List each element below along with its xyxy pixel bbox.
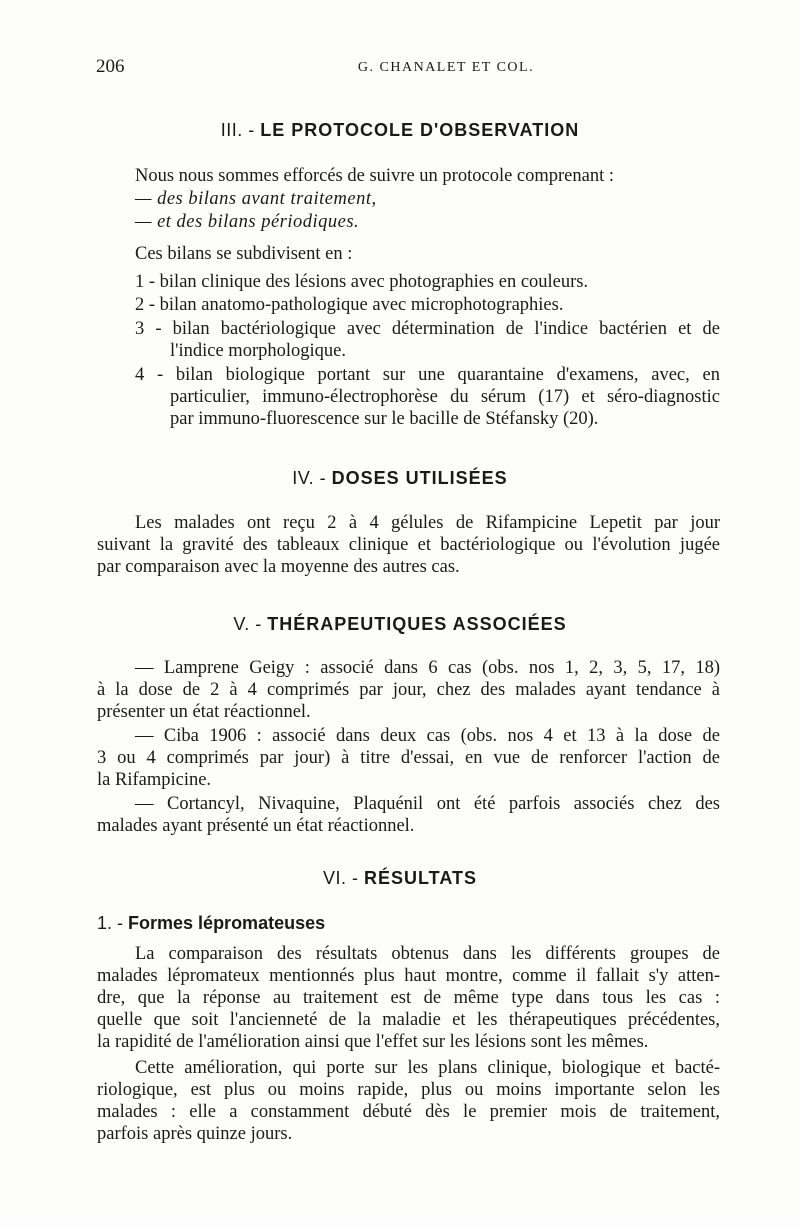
list-item-bilans-periodiques: — et des bilans périodiques. — [135, 212, 360, 232]
page-number: 206 — [96, 56, 125, 77]
section-title: RÉSULTATS — [364, 868, 478, 888]
paragraph-ciba-line3: la Rifampicine. — [97, 770, 212, 790]
paragraph-amelioration-line1: Cette amélioration, qui porte sur les plans clinique, biologique et bacté- — [135, 1058, 720, 1078]
paragraph-doses-line2: suivant la gravité des tableaux clinique et bactériologique ou l'évolution jugée — [97, 535, 720, 555]
paragraph-doses-line3: par comparaison avec la moyenne des autres cas. — [97, 557, 460, 577]
paragraph-lamprene-line3: présenter un état réactionnel. — [97, 702, 311, 722]
subsection-title: Formes lépromateuses — [128, 913, 326, 933]
subsection-number: 1. - — [97, 913, 124, 933]
paragraph-ciba-line1: — Ciba 1906 : associé dans deux cas (obs. nos 4 et 13 à la dose de — [135, 726, 720, 746]
paragraph-lamprene-line2: à la dose de 2 à 4 comprimés par jour, chez des malades ayant tendance à — [97, 680, 720, 700]
running-head: G. CHANALET ET COL. — [357, 60, 535, 75]
paragraph-protocole-intro: Nous nous sommes efforcés de suivre un protocole comprenant : — [135, 166, 615, 186]
section-heading-doses — [0, 468, 800, 489]
section-number: III. - — [220, 120, 255, 140]
paragraph-amelioration-line3: malades : elle a constamment débuté dès le premier mois de traitement, — [97, 1102, 720, 1122]
list-item-bilan-4-line3: par immuno-fluorescence sur le bacille de Stéfansky (20). — [170, 409, 599, 429]
list-item-bilan-4-line1: 4 - bilan biologique portant sur une quarantaine d'examens, avec, en — [135, 365, 720, 385]
section-number: V. - — [233, 614, 262, 634]
paragraph-lamprene-line1: — Lamprene Geigy : associé dans 6 cas (obs. nos 1, 2, 3, 5, 17, 18) — [135, 658, 720, 678]
section-heading-resultats — [0, 868, 800, 889]
paragraph-cortancyl-line1: — Cortancyl, Nivaquine, Plaquénil ont été parfois associés chez des — [135, 794, 720, 814]
section-number: IV. - — [292, 468, 327, 488]
subsection-heading-lepromateuses — [97, 913, 325, 934]
paragraph-comparaison-line5: la rapidité de l'amélioration ainsi que l'effet sur les lésions sont les mêmes. — [97, 1032, 649, 1052]
paragraph-doses-line1: Les malades ont reçu 2 à 4 gélules de Rifampicine Lepetit par jour — [135, 513, 720, 533]
list-item-bilan-3-line1: 3 - bilan bactériologique avec détermination de l'indice bactérien et de — [135, 319, 720, 339]
list-item-bilan-1: 1 - bilan clinique des lésions avec photographies en couleurs. — [135, 272, 589, 292]
list-item-bilan-2: 2 - bilan anatomo-pathologique avec microphotographies. — [135, 295, 564, 315]
paragraph-comparaison-line3: dre, que la réponse au traitement est de même type dans tous les cas : — [97, 988, 720, 1008]
section-number: VI. - — [322, 868, 359, 888]
paragraph-amelioration-line2: riologique, est plus ou moins rapide, plus ou moins importante selon les — [97, 1080, 720, 1100]
paragraph-cortancyl-line2: malades ayant présenté un état réactionnel. — [97, 816, 415, 836]
section-heading-therapeutiques — [0, 614, 800, 635]
paragraph-ciba-line2: 3 ou 4 comprimés par jour) à titre d'essai, en vue de renforcer l'action de — [97, 748, 720, 768]
page-header — [96, 56, 706, 80]
section-title: LE PROTOCOLE D'OBSERVATION — [260, 120, 580, 140]
paragraph-comparaison-line1: La comparaison des résultats obtenus dans les différents groupes de — [135, 944, 720, 964]
paragraph-comparaison-line4: quelle que soit l'ancienneté de la maladie et les thérapeutiques précédentes, — [97, 1010, 720, 1030]
section-title: THÉRAPEUTIQUES ASSOCIÉES — [267, 614, 567, 634]
section-heading-protocole — [0, 120, 800, 141]
list-item-bilan-4-line2: particulier, immuno-électrophorèse du sérum (17) et séro-diagnostic — [170, 387, 720, 407]
list-item-bilan-3-line2: l'indice morphologique. — [170, 341, 346, 361]
paragraph-amelioration-line4: parfois après quinze jours. — [97, 1124, 293, 1144]
section-title: DOSES UTILISÉES — [331, 468, 508, 488]
paragraph-comparaison-line2: malades lépromateux mentionnés plus haut montre, comme il fallait s'y atten- — [97, 966, 720, 986]
paragraph-subdivisent: Ces bilans se subdivisent en : — [135, 244, 353, 264]
list-item-bilans-avant: — des bilans avant traitement, — [135, 189, 377, 209]
